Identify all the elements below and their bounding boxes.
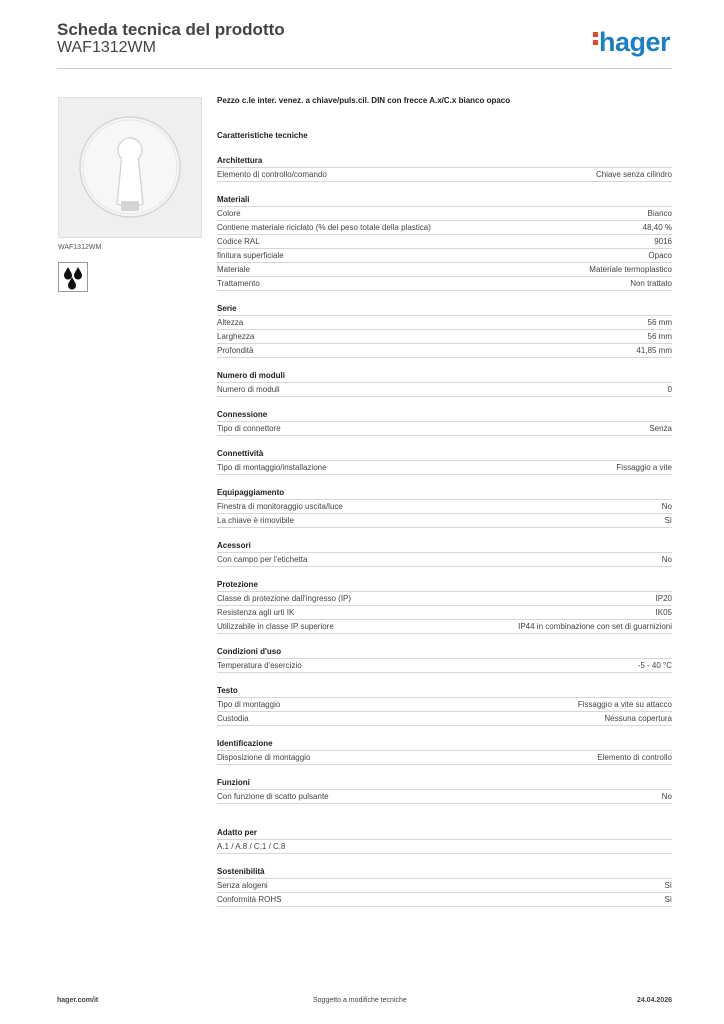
spec-value: -5 - 40 °C [637, 661, 672, 670]
spec-group-title: Adatto per [217, 826, 672, 840]
spec-row [217, 277, 672, 291]
spec-value: 56 mm [647, 318, 672, 327]
spec-value: 0 [667, 385, 672, 394]
spec-value: Opaco [648, 251, 672, 260]
spec-row [217, 698, 672, 712]
spec-group-title: Identificazione [217, 737, 672, 751]
document-title: Scheda tecnica del prodotto [57, 20, 285, 39]
spec-group [217, 684, 672, 726]
spec-row [217, 221, 672, 235]
spec-group [217, 776, 672, 804]
spec-label: Temperatura d'esercizio [217, 661, 302, 670]
spec-value: 41,85 mm [636, 346, 672, 355]
spec-row [217, 751, 672, 765]
spec-label: A.1 / A.8 / C.1 / C.8 [217, 842, 286, 851]
spec-group-title: Protezione [217, 578, 672, 592]
spec-value: Non trattato [630, 279, 672, 288]
spec-row [217, 553, 672, 567]
spec-value: No [661, 792, 672, 801]
spec-group [217, 369, 672, 397]
spec-row [217, 500, 672, 514]
spec-label: Contiene materiale riciclato (% del peso totale della plastica) [217, 223, 431, 232]
spec-row [217, 606, 672, 620]
spec-content [217, 94, 672, 907]
spec-group [217, 408, 672, 436]
spec-row [217, 790, 672, 804]
spec-value: Materiale termoplastico [589, 265, 672, 274]
spec-label: La chiave è rimovibile [217, 516, 294, 525]
spec-label: Tipo di montaggio [217, 700, 281, 709]
spec-value: No [661, 502, 672, 511]
spec-row [217, 249, 672, 263]
spec-label: Elemento di controllo/comando [217, 170, 327, 179]
spec-value: Nessuna copertura [604, 714, 672, 723]
spec-label: Numero di moduli [217, 385, 280, 394]
spec-row [217, 235, 672, 249]
logo-dots [593, 29, 599, 48]
spec-row [217, 879, 672, 893]
spec-label: Altezza [217, 318, 244, 327]
spec-row [217, 620, 672, 634]
key-switch-cover-image [58, 97, 202, 238]
hager-logo [593, 27, 670, 58]
spec-group [217, 865, 672, 907]
spec-value: 9016 [654, 237, 672, 246]
spec-label: Utilizzabile in classe IP superiore [217, 622, 334, 631]
spec-group-title: Condizioni d'uso [217, 645, 672, 659]
spec-value: 56 mm [647, 332, 672, 341]
water-drops-icon [58, 262, 88, 292]
spec-row [217, 659, 672, 673]
product-code: WAF1312WM [57, 39, 156, 56]
spec-value: IK05 [655, 608, 672, 617]
spec-value: 48,40 % [642, 223, 672, 232]
spec-group [217, 302, 672, 358]
spec-row [217, 316, 672, 330]
spec-label: Codice RAL [217, 237, 260, 246]
spec-group-title: Connettività [217, 447, 672, 461]
spec-row [217, 712, 672, 726]
spec-value: Sì [664, 516, 672, 525]
logo-text: hager [599, 27, 671, 57]
spec-group-title: Funzioni [217, 776, 672, 790]
spec-label: Profondità [217, 346, 254, 355]
product-description: Pezzo c.le inter. venez. a chiave/puls.cil. DIN con frecce A.x/C.x bianco opaco [217, 96, 511, 105]
footer-notice: Soggetto a modifiche tecniche [313, 997, 407, 1004]
spec-value: Bianco [647, 209, 672, 218]
spec-group-title: Connessione [217, 408, 672, 422]
spec-row [217, 263, 672, 277]
spec-group [217, 645, 672, 673]
spec-value: Fissaggio a vite [616, 463, 672, 472]
spec-group [217, 447, 672, 475]
spec-value: Senza [649, 424, 672, 433]
spec-value: Sì [664, 895, 672, 904]
spec-label: Con campo per l'etichetta [217, 555, 308, 564]
spec-group [217, 826, 672, 854]
spec-row [217, 422, 672, 436]
spec-row [217, 461, 672, 475]
spec-value: IP44 in combinazione con set di guarnizioni [518, 622, 672, 631]
spec-group [217, 154, 672, 182]
footer-website[interactable]: hager.com/it [57, 997, 99, 1004]
spec-row [217, 893, 672, 907]
spec-label: Disposizione di montaggio [217, 753, 311, 762]
spec-group-title: Equipaggiamento [217, 486, 672, 500]
spec-group-title: Materiali [217, 193, 672, 207]
spec-group [217, 539, 672, 567]
spec-row [217, 592, 672, 606]
spec-value: Sì [664, 881, 672, 890]
spec-row [217, 840, 672, 854]
spec-label: Trattamento [217, 279, 260, 288]
spec-row [217, 207, 672, 221]
spec-value: Fissaggio a vite su attacco [577, 700, 672, 709]
product-image-caption: WAF1312WM [58, 244, 102, 251]
spec-group-title: Sostenibilità [217, 865, 672, 879]
spec-row [217, 383, 672, 397]
footer-date: 24.04.2026 [636, 997, 672, 1004]
spec-row [217, 514, 672, 528]
spec-group-title: Acessori [217, 539, 672, 553]
spec-group-title: Serie [217, 302, 672, 316]
spec-label: Tipo di connettore [217, 424, 281, 433]
section-title: Caratteristiche tecniche [217, 131, 308, 140]
spec-label: Finestra di monitoraggio uscita/luce [217, 502, 343, 511]
spec-group-title: Architettura [217, 154, 672, 168]
spec-label: Materiale [217, 265, 250, 274]
spec-label: Con funzione di scatto pulsante [217, 792, 329, 801]
spec-group-title: Numero di moduli [217, 369, 672, 383]
spec-group [217, 486, 672, 528]
spec-label: Custodia [217, 714, 249, 723]
header-divider [57, 68, 672, 69]
spec-label: finitura superficiale [217, 251, 284, 260]
spec-label: Senza alogeni [217, 881, 268, 890]
spec-row [217, 344, 672, 358]
spec-group [217, 737, 672, 765]
spec-groups [217, 154, 672, 907]
spec-value: No [661, 555, 672, 564]
spec-group-title: Testo [217, 684, 672, 698]
spec-label: Resistenza agli urti IK [217, 608, 295, 617]
spec-group [217, 578, 672, 634]
spec-label: Tipo di montaggio/installazione [217, 463, 327, 472]
spec-value: Chiave senza cilindro [595, 170, 672, 179]
spec-label: Colore [217, 209, 241, 218]
spec-value: Elemento di controllo [597, 753, 672, 762]
spec-label: Classe di protezione dall'ingresso (IP) [217, 594, 352, 603]
spec-row [217, 168, 672, 182]
spec-group [217, 193, 672, 291]
spec-label: Larghezza [217, 332, 255, 341]
spec-label: Conformità ROHS [217, 895, 282, 904]
spec-value: IP20 [655, 594, 672, 603]
spec-row [217, 330, 672, 344]
